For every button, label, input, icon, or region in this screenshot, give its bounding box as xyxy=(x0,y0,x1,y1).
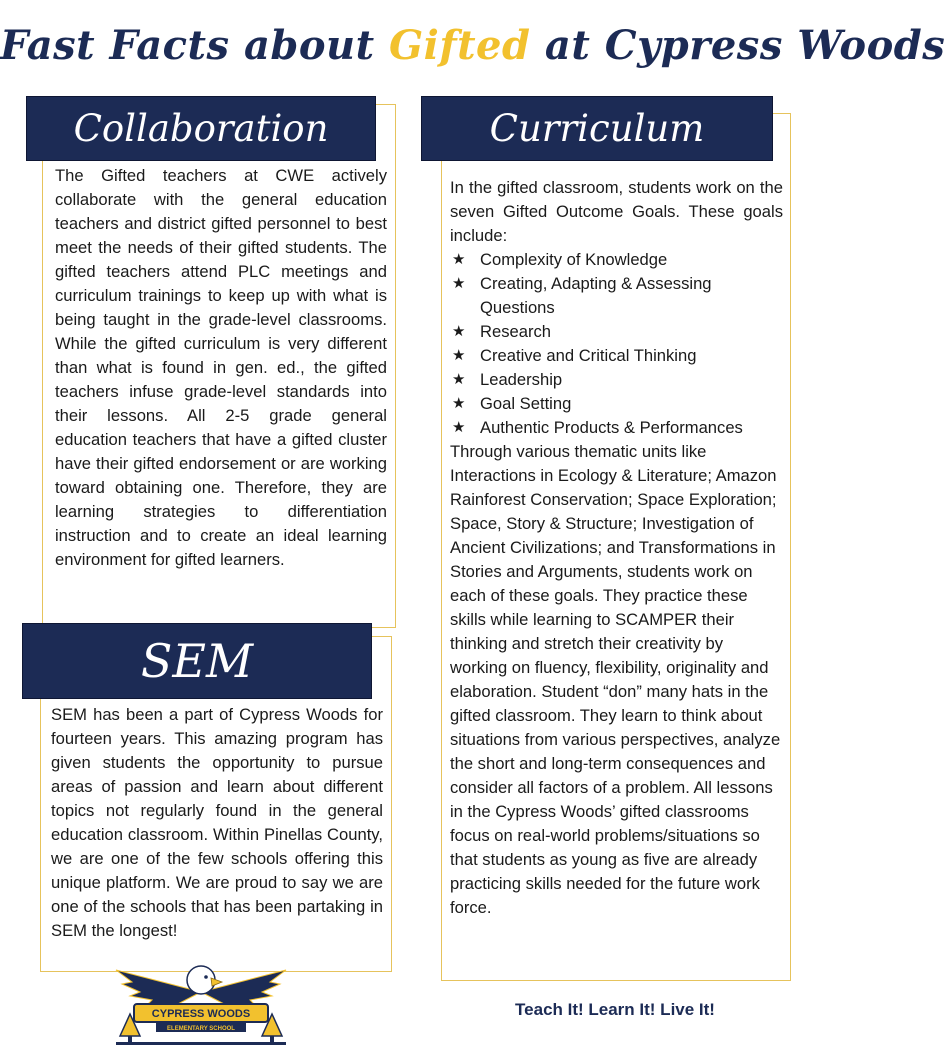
goal-item: ★ Research xyxy=(450,320,783,344)
eagle-eye xyxy=(204,975,208,979)
title-before: Fast Facts about xyxy=(0,22,390,69)
eagle-head xyxy=(187,966,215,994)
curriculum-heading-text: Curriculum xyxy=(489,107,705,150)
logo-ground xyxy=(116,1042,286,1045)
logo-name: CYPRESS WOODS xyxy=(151,1008,251,1020)
collaboration-heading-text: Collaboration xyxy=(73,107,329,150)
goal-item: ★ Complexity of Knowledge xyxy=(450,248,783,272)
sem-heading xyxy=(22,623,372,699)
goal-item: ★ Creative and Critical Thinking xyxy=(450,344,783,368)
tagline: Teach It! Learn It! Live It! xyxy=(515,1000,715,1019)
sem-heading-text: SEM xyxy=(140,634,254,688)
collaboration-body: The Gifted teachers at CWE actively collaborate with the general education teachers and district gifted personnel to best meet the needs of their gifted students. The gifted teachers attend PLC meetings and curriculum trainings to keep up with what is being taught in the grade-level classrooms. While the gifted curriculum is very different than what is found in gen. ed., the gifted teachers infuse grade-level standards into their lessons. All 2-5 grade general education teachers that have a gifted cluster have their gifted endorsement or are working toward obtaining one. Therefore, they are learning strategies to differentiation instruction and to create an ideal learning environment for gifted learners. xyxy=(55,166,387,569)
curriculum-heading xyxy=(421,96,773,161)
curriculum-intro: In the gifted classroom, students work on the seven Gifted Outcome Goals. These goals include: xyxy=(450,178,783,245)
title-accent: Gifted xyxy=(389,22,531,69)
star-icon: ★ xyxy=(452,371,466,388)
goal-item: ★ Authentic Products & Performances xyxy=(450,416,783,440)
star-icon: ★ xyxy=(452,275,466,292)
page-title xyxy=(0,22,945,69)
star-icon: ★ xyxy=(452,395,466,412)
collaboration-heading xyxy=(26,96,376,161)
star-icon: ★ xyxy=(452,323,466,340)
eagle-beak xyxy=(211,978,222,986)
school-logo xyxy=(112,962,290,1046)
star-icon: ★ xyxy=(452,419,466,436)
curriculum-content xyxy=(450,176,783,920)
star-icon: ★ xyxy=(452,251,466,268)
curriculum-body: Through various thematic units like Interactions in Ecology & Literature; Amazon Rainforest Conservation; Space Exploration; Space, Story & Structure; Investigation of Ancient Civilizations; and Transformations in Stories and Arguments, students work on each of these goals. They practice these skills while learning to SCAMPER their thinking and stretch their creativity by working on fluency, flexibility, originality and elaboration. Student “don” many hats in the gifted classroom. They learn to think about situations from various perspectives, analyze the short and long-term consequences and consider all factors of a problem. All lessons in the Cypress Woods’ gifted classrooms focus on real-world problems/situations so that students as young as five are already practicing skills needed for the future work force. xyxy=(450,442,781,917)
goal-item: ★ Leadership xyxy=(450,368,783,392)
goal-item: ★ Creating, Adapting & Assessing Questions xyxy=(452,274,712,317)
goal-item: ★ Goal Setting xyxy=(450,392,783,416)
sem-body: SEM has been a part of Cypress Woods for fourteen years. This amazing program has given students the opportunity to pursue areas of passion and learn about different topics not regularly found in the general education classroom. Within Pinellas County, we are one of the few schools offering this unique platform. We are proud to say we are one of the schools that has been partaking in SEM the longest! xyxy=(51,705,383,940)
logo-subtitle: ELEMENTARY SCHOOL xyxy=(167,1026,235,1032)
goals-list xyxy=(450,248,783,440)
star-icon: ★ xyxy=(452,347,466,364)
title-after: at Cypress Woods xyxy=(530,22,945,69)
